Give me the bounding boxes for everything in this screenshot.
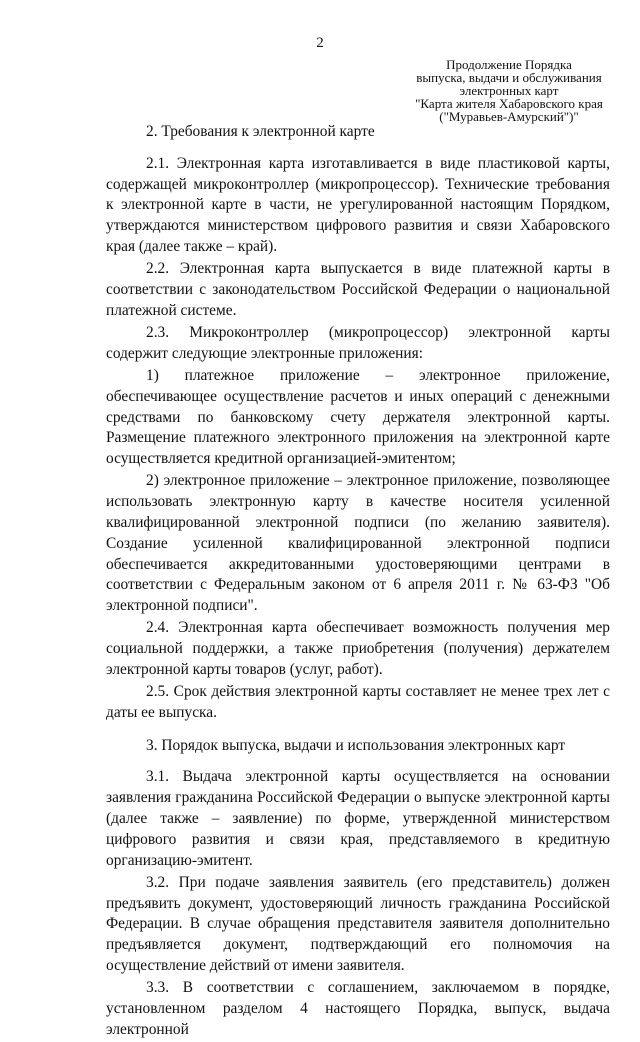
paragraph: 2.1. Электронная карта изготавливается в виде пластиковой карты, содержащей микроконтроллер (микропроцессор). Технические требования к электронной карте в части, не урегулированной настоящим Порядком, утверждаются министерством цифрового развития и связи Хабаровского края (далее также – край). (106, 154, 610, 255)
document-header (405, 58, 613, 123)
header-line: "Карта жителя Хабаровского края (415, 96, 603, 111)
header-line: электронных карт (459, 83, 559, 98)
header-line: Продолжение Порядка (446, 57, 572, 72)
paragraph: 2.5. Срок действия электронной карты составляет не менее трех лет с даты ее выпуска. (106, 683, 610, 721)
paragraph: 2.3. Микроконтроллер (микропроцессор) электронной карты содержит следующие электронные приложения: (106, 323, 610, 362)
paragraph: 2.2. Электронная карта выпускается в виде платежной карты в соответствии с законодательством Российской Федерации о национальной платежной системе. (106, 260, 610, 319)
section-title: 2. Требования к электронной карте (146, 123, 375, 140)
paragraph: 3.1. Выдача электронной карты осуществляется на основании заявления гражданина Российской Федерации о выпуске электронной карты (далее также – заявление) по форме, утвержденной министерством цифрового развития и связи края, представляемого в кредитную организацию-эмитент. (106, 768, 610, 869)
paragraph: 3.2. При подаче заявления заявитель (его представитель) должен предъявить документ, удостоверяющий личность гражданина Российской Федерации. В случае обращения представителя заявителя дополнительно предъявляется документ, подтверждающий его полномочия на осуществление действий от имени заявителя. (106, 873, 610, 975)
paragraph: 3.3. В соответствии с соглашением, заключаемом в порядке, установленном разделом 4 настоящего Порядка, выпуск, выдача электронной (106, 979, 610, 1038)
paragraph: 2) электронное приложение – электронное приложение, позволяющее использовать электронную карту в качестве носителя усиленной квалифицированной электронной подписи (по желанию заявителя). Создание усиленной квалифицированной электронной подписи обеспечивается аккредитованными удостоверяющими центрами в соответствии с Федеральным законом от 6 апреля 2011 г. № 63-ФЗ "Об электронной подписи". (106, 472, 610, 615)
paragraph: 1) платежное приложение – электронное приложение, обеспечивающее осуществление расчетов и иных операций с денежными средствами по банковскому счету держателя электронной карты. Размещение платежного электронного приложения на электронной карте осуществляется кредитной организацией-эмитентом; (106, 366, 610, 468)
header-line: выпуска, выдачи и обслуживания (416, 70, 602, 85)
page-number: 2 (316, 35, 324, 51)
header-line: ("Муравьев-Амурский")" (439, 109, 579, 124)
paragraph: 2.4. Электронная карта обеспечивает возможность получения мер социальной поддержки, а также приобретения (получения) держателем электронной карты товаров (услуг, работ). (106, 619, 610, 678)
document-body (106, 122, 610, 1042)
section-title: 3. Порядок выпуска, выдачи и использования электронных карт (146, 736, 566, 754)
